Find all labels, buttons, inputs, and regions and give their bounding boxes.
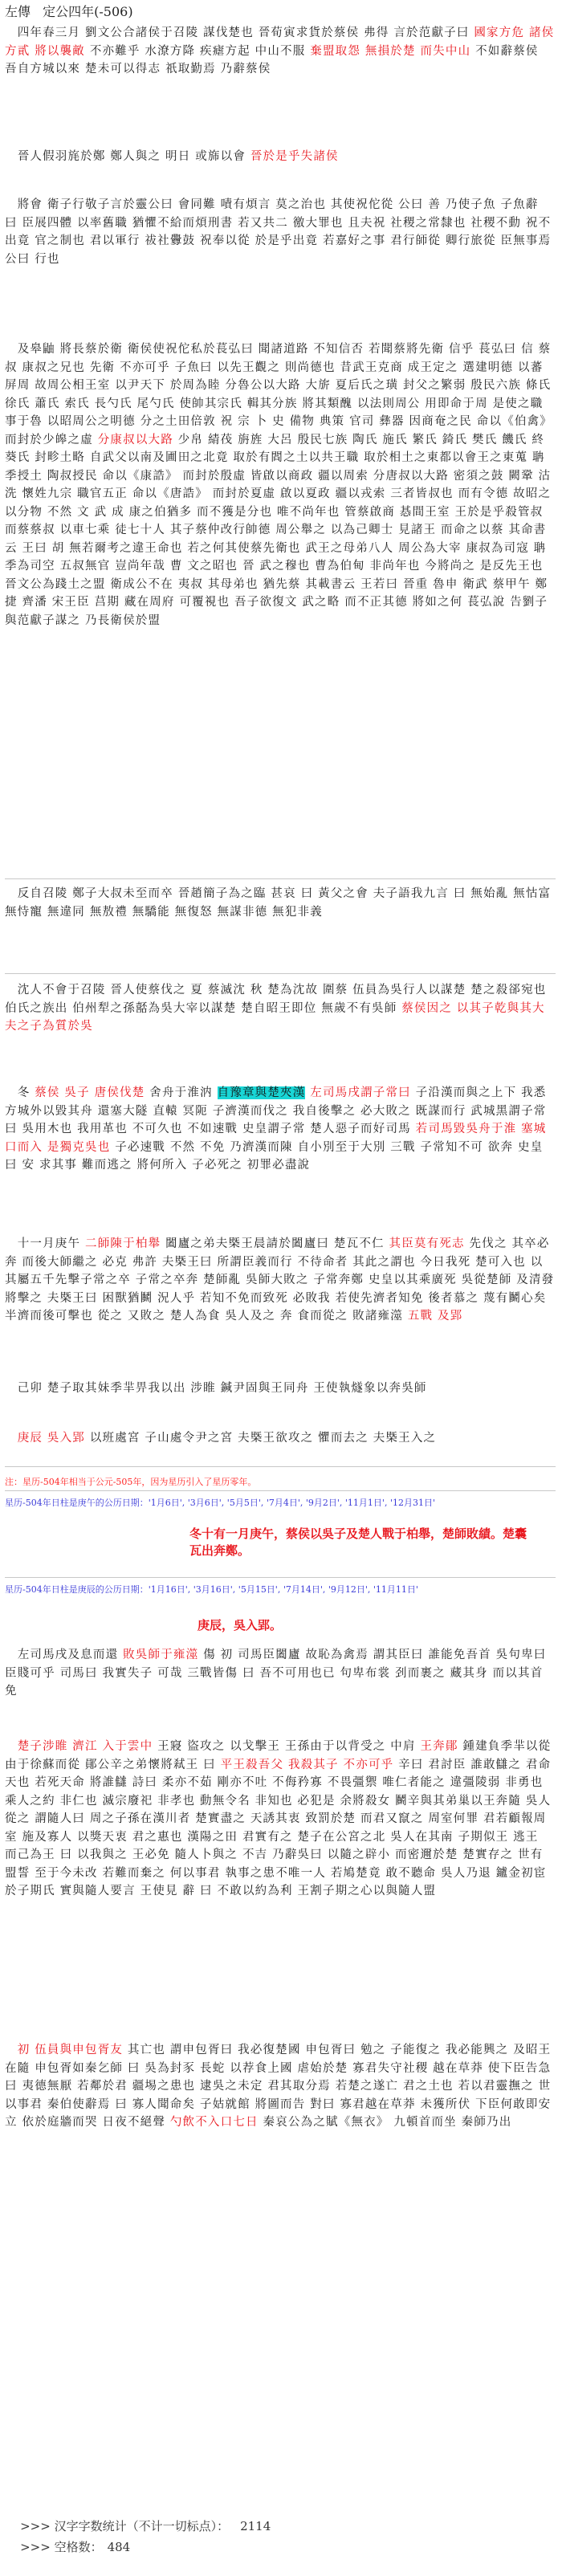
body-text: 己卯 楚子取其妹季羋畀我以出 涉睢 鍼尹固與王同舟 王使執燧象以奔吳師 [5,1382,427,1395]
body-text: 先伐之 其卒必奔 而後大師繼之 必克 弗許 夫槩王曰 所謂臣義而行 不待命者 其此之謂也 今日我死 楚可入也 以其屬五千先擊子常之卒 子常之卒奔 楚師亂 吳師大敗之 子常奔鄭 史皇以其乘廣死 吳從楚師 及清發 將擊之 夫槩王曰 困獸猶鬭 況人乎 若知不免而致死 必敗我 若使先濟者知免 後者慕之 蔑有鬭心矣 半濟而後可擊也 從之 又敗之 楚人為食 吳人及之 奔 食而從之 敗諸雍澨 [5,1237,555,1323]
paragraph [5,196,556,268]
body-text: 子必速戰 不然 不免 乃濟漢而陳 自小別至于大別 三戰 子常知不可 欲奔 史皇曰 安 求其事 難而逃之 將何所入 子必死之 初罪必盡說 [5,1140,544,1172]
divider [5,973,556,974]
paragraph [5,340,556,766]
note-label: 星历-504年日柱是庚辰的公历日期： [5,1584,149,1595]
divider [5,1466,556,1467]
body-text: 子沿漢而與之上下 我悉方城外以毀其舟 還塞大隧 直轅 冥阨 子濟漢而伐之 我自後擊之 必大敗之 既謀而行 武城黑謂子常曰 吳用木也 我用革也 不可久也 不如速戰 史皇謂子常 楚人惡子而好司馬 [5,1086,547,1135]
body-text: 不如辭蔡侯 吾自方城以來 楚未可以得志 祇取勤焉 乃辭蔡侯 [5,44,539,75]
highlight-text: 庚辰 吳入郢 [17,1432,86,1445]
body-text: 反自召陵 鄭子大叔未至而卒 晉趙簡子為之臨 甚哀 曰 黃父之會 夫子語我九言 曰 無始亂 無怙富 無恃寵 無違同 無敖禮 無驕能 無復怒 無謀非德 無犯非義 [5,887,552,919]
divider [5,1577,556,1578]
char-count-value: 2114 [240,2519,271,2533]
prompt-marker: >>> [20,2519,51,2533]
divider [5,878,556,879]
space-count-label: 空格数： [54,2540,103,2554]
note-label: 星历-504年日柱是庚午的公历日期： [5,1498,149,1508]
paragraph [5,1429,556,1448]
paragraph [5,1738,556,1901]
prompt-marker: >>> [20,2540,51,2554]
body-text: 四年春三月 劉文公合諸侯于召陵 謀伐楚也 晉荀寅求貨於蔡侯 弗得 言於范獻子曰 [5,26,474,39]
note-line [5,1582,559,1596]
body-text: 傷 初 司馬臣闔廬 故恥為禽焉 謂其臣曰 誰能免吾首 吳句卑曰 臣賤可乎 司馬曰 我實失子 可哉 三戰皆傷 曰 吾不可用也已 句卑布裳 刭而裹之 藏其身 而以其首免 [5,1649,547,1698]
body-text: 王寢 盜攻之 以戈擊王 王孫由于以背受之 中肩 [153,1740,421,1753]
highlight-text: 初 伍員與申包胥友 [17,2044,124,2056]
body-text: 秦哀公為之賦《無衣》 九頓首而坐 秦師乃出 [258,2116,512,2129]
document-header [5,3,559,21]
highlight-text: 二師陳于柏舉 [85,1237,161,1250]
body-text: 少帛 綪茷 旃旌 大呂 殷民七族 陶氏 施氏 繁氏 錡氏 樊氏 饑氏 終葵氏 封畛土略 自武父以南及圃田之北竟 取於有閻之土以共王職 取於相土之東都以會王之東蒐 聃季授土 陶叔授民 命以《康誥》 而封於殷虛 皆啟以商政 疆以周索 分唐叔以大路 密須之鼓 闕鞏 沽洗 懷姓九宗 職官五正 命以《唐誥》 而封於夏虛 啟以夏政 疆以戎索 三者皆叔也 而有令德 故昭之以分物 不然 文 武 成 康之伯猶多 而不獲是分也 唯不尚年也 管蔡啟商 惎間王室 王於是乎殺管叔而蔡蔡叔 以車七乘 徒七十人 其子蔡仲改行帥德 周公舉之 以為己卿士 見諸王 而命之以蔡 其命書云 王曰 胡 無若爾考之違王命也 若之何其使蔡先衛也 武王之母弟八人 周公為大宰 康叔為司寇 聃季為司空 五叔無官 豈尚年哉 曹 文之昭也 晉 武之穆也 曹為伯甸 非尚年也 今將尚之 是反先王也 晉文公為踐土之盟 衛成公不在 夷叔 其母弟也 猶先蔡 其載書云 王若曰 晉重 魯申 衛武 蔡甲午 鄭捷 齊潘 宋王臣 莒期 藏在周府 可覆視也 吾子欲復文 武之略 而不正其德 將如之何 萇弘說 告劉子 與范獻子謀之 乃長衛侯於盟 [5,433,552,627]
paragraph [5,981,556,1036]
highlight-text: 王奔鄖 [420,1740,458,1753]
divider [5,1490,556,1491]
body-text [5,2044,18,2056]
paragraph [5,1646,556,1701]
space-count-value: 484 [107,2540,131,2554]
highlight-text: 分康叔以大路 [97,433,173,446]
highlight-text: 五戰 及郢 [407,1310,463,1323]
highlight-text: 國家方危 諸侯方貳 將以襲敵 [5,26,555,58]
note-text: 注：星历-504年相当于公元-505年，因为星历引入了星历零年。 [5,1477,257,1487]
note-dates: '1月16日', '3月16日', '5月15日', '7月14日', '9月12日', '11月11日' [148,1584,418,1595]
body-text: 其亡也 謂申包胥曰 我必復楚國 申包胥曰 勉之 子能復之 我必能興之 及昭王在隨 申包胥如秦乞師 曰 吳為封豕 長蛇 以荐食上國 虐始於楚 寡君失守社稷 越在草莽 使下臣告急 曰 夷德無厭 若鄰於君 疆埸之患也 逮吳之未定 君其取分焉 若楚之遂亡 君之土也 若以君靈撫之 世以事君 秦伯使辭焉 曰 寡人聞命矣 子姑就館 將圖而告 對曰 寡君越在草莽 未獲所伏 下臣何敢即安 立 依於庭牆而哭 日夜不絕聲 [5,2044,552,2129]
highlight-text: 勺飲不入口七日 [169,2116,259,2129]
callout-annotation: 庚辰，吳入郢。 [198,1618,283,1632]
body-text: 十一月庚午 [5,1237,86,1250]
note-line [5,1474,559,1489]
paragraph [5,24,556,79]
body-text [5,1432,18,1445]
highlight-text: 楚子涉睢 濟江 入于雲中 [17,1740,153,1753]
body-text: 不亦難乎 水潦方降 疾瘧方起 中山不服 [85,44,311,58]
body-text [5,1740,18,1753]
body-text: 左司馬戌及息而還 [5,1649,124,1661]
highlight-text: 蔡侯 吳子 唐侯伐楚 [35,1086,145,1099]
body-text: 以班處宮 子山處令尹之宮 夫槩王欲攻之 懼而去之 夫槩王入之 [85,1432,437,1445]
year-label: (-506) [94,4,133,19]
body-text: 冬 [5,1086,35,1099]
stats-line [5,2518,130,2576]
book-title: 左傳 [5,4,31,19]
highlight-text: 蔡侯因之 以其子乾與其大夫之子為質於吳 [5,1001,545,1033]
highlight-text: 若司馬毀吳舟于淮 塞城口而入 是獨克吳也 [5,1123,547,1154]
paragraph [5,148,556,166]
highlight-text: 晉於是乎失諸侯 [250,150,339,163]
highlight-text: 敗吳師于雍澨 [123,1649,199,1661]
paragraph [5,1084,556,1175]
body-text: 晉人假羽旄於鄭 鄭人與之 明日 或旆以會 [5,150,250,163]
char-count-label: 汉字字数统计（不计一切标点）： [54,2519,230,2533]
body-text: 將會 衛子行敬子言於靈公曰 會同難 嘖有煩言 莫之治也 其使祝佗從 公曰 善 乃使子魚 子魚辭 曰 臣展四體 以率舊職 猶懼不給而煩刑書 若又共二 徼大罪也 且夫祝 社稷之常隸也 社稷不動 祝不出竟 官之制也 君以軍行 祓社釁鼓 祝奉以從 於是乎出竟 若嘉好之事 君行師從 卿行旅從 臣無事焉 公曰 行也 [5,198,552,266]
body-text: 闔廬之弟夫槩王晨請於闔廬曰 楚瓦不仁 [161,1237,389,1250]
note-line [5,1495,559,1510]
note-dates: '1月6日', '3月6日', '5月5日', '7月4日', '9月2日', '11月1日', '12月31日' [148,1498,435,1508]
body-text: 舍舟于淮汭 [145,1086,218,1099]
paragraph [5,1235,556,1326]
highlight-text: 其臣莫有死志 [389,1237,465,1250]
callout-annotation: 冬十有一月庚午，蔡侯以吳子及楚人戰于柏舉，楚師敗績。楚囊瓦出奔鄭。 [189,1526,527,1558]
body-text: 及皋鼬 將長蔡於衛 衛侯使祝佗私於萇弘曰 聞諸道路 不知信否 若聞蔡將先衛 信乎 萇弘曰 信 蔡叔 康叔之兄也 先衛 不亦可乎 子魚曰 以先王觀之 則尚德也 昔武王克商 成王定之 選建明德 以蕃屏周 故周公相王室 以尹天下 於周為睦 分魯公以大路 大旂 夏后氏之璜 封父之繁弱 殷民六族 條氏 徐氏 蕭氏 索氏 長勺氏 尾勺氏 使帥其宗氏 輯其分族 將其類醜 以法則周公 用即命于周 是使之職事于魯 以昭周公之明德 分之土田倍敦 祝 宗 卜 史 備物 典策 官司 彝器 因商奄之民 命以《伯禽》 而封於少皞之虛 [5,343,553,446]
highlight-text: 左司馬戌謂子常曰 [310,1086,411,1099]
highlight-text: 棄盟取怨 無損於楚 而失中山 [310,44,471,58]
body-text: 沈人不會于召陵 晉人使蔡伐之 夏 蔡滅沈 秋 楚為沈故 圍蔡 伍員為吳行人以謀楚 楚之殺郤宛也 伯氏之族出 伯州犁之孫嚭為吳大宰以謀楚 楚自昭王即位 無歲不有吳師 [5,984,547,1015]
body-text: 辛曰 君討臣 誰敢讎之 君命 天也 若死天命 將誰讎 詩曰 柔亦不茹 剛亦不吐 不侮矜寡 不畏彊禦 唯仁者能之 違彊陵弱 非勇也 乘人之約 非仁也 滅宗廢祀 非孝也 動無令名 非知也 必犯是 余將殺女 鬭辛與其弟巢以王奔隨 吳人從之 謂隨人曰 周之子孫在漢川者 楚實盡之 天誘其衷 致罰於楚 而君又竄之 周室何罪 君若顧報周室 施及寡人 以獎天衷 君之惠也 漢陽之田 君實有之 楚子在公宮之北 吳人在其南 子期似王 逃王 而己為王 曰 以我與之 王必免 隨人卜與之 不吉 乃辭吳曰 以隨之辟小 而密邇於楚 楚實存之 世有盟誓 至于今未改 若難而棄之 何以事君 執事之患不唯一人 若鳩楚竟 敢不聽命 吳人乃退 鑪金初宦於子期氏 實與隨人要言 王使見 辭 曰 不敢以約為利 王割子期之心以與隨人盟 [5,1758,552,1897]
paragraph [5,885,556,921]
body-text: 鍾建負季羋以從 由于徐蘇而從 鄖公辛之弟懷將弒王 曰 [5,1740,552,1771]
paragraph [5,1380,556,1398]
marked-text: 自豫章與楚夾漢 [217,1086,306,1099]
chapter-title: 定公四年 [43,4,95,19]
highlight-text: 平王殺吾父 我殺其子 不亦可乎 [220,1758,394,1771]
paragraph [5,2041,556,2132]
